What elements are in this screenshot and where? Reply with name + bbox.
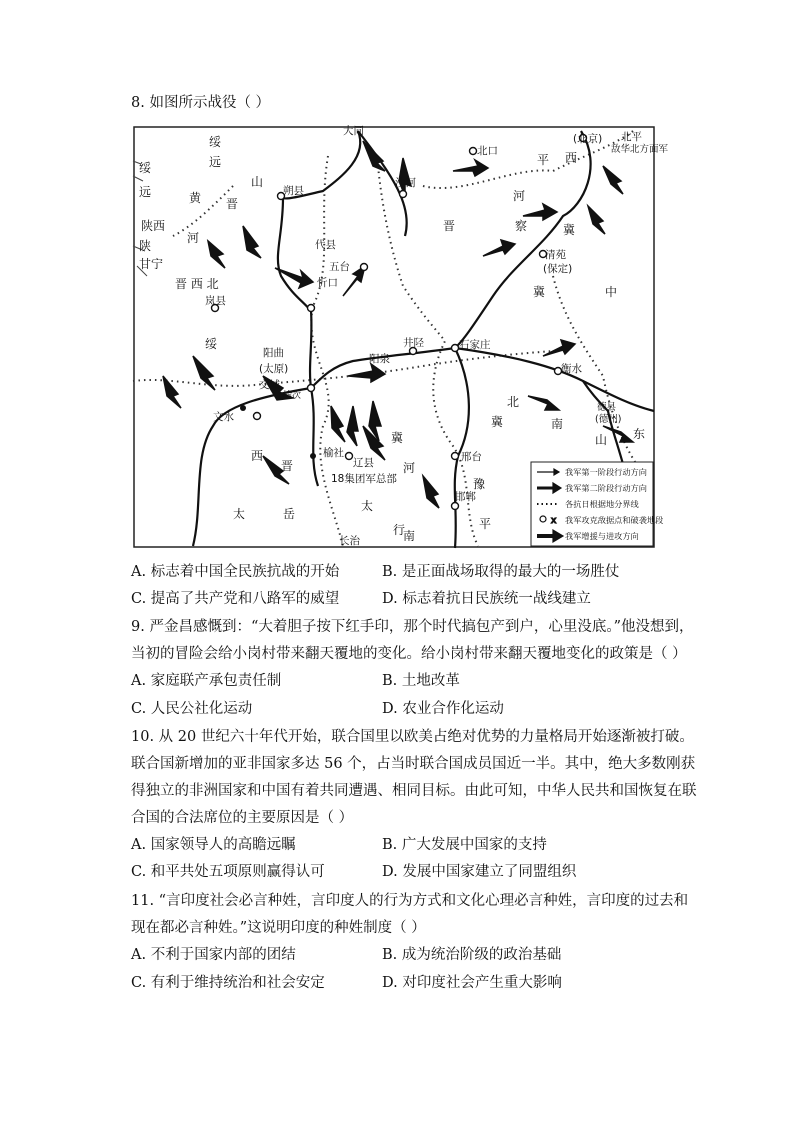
label-datong: 大同: [343, 125, 364, 137]
label-daixian: 代县: [315, 239, 336, 251]
q10-option-c: C. 和平共处五项原则赢得认可: [131, 864, 325, 880]
q8-option-b: B. 是正面战场取得的最大的一场胜仗: [382, 564, 620, 580]
label-ji3: 冀: [491, 415, 504, 429]
q9-option-c: C. 人民公社化运动: [131, 701, 253, 717]
label-changzhi: 长治: [339, 535, 360, 547]
label-lanxian: 岚县: [205, 295, 226, 307]
label-beikou: 北口: [477, 145, 498, 157]
label-wutai: 五台: [329, 261, 350, 273]
label-sui2: 绥: [139, 161, 152, 175]
q11-option-a: A. 不利于国家内部的团结: [131, 947, 296, 963]
label-huang: 黄: [189, 191, 202, 205]
label-he: 河: [187, 231, 200, 245]
q11-option-c: C. 有利于维持统治和社会安定: [131, 975, 325, 991]
label-shaanxi: 陕西: [141, 219, 166, 233]
label-beiping: 北平: [621, 131, 642, 143]
label-jinglu: 井陉: [403, 337, 424, 349]
label-xingtai: 邢台: [461, 451, 482, 463]
label-yangqu: 阳曲: [263, 347, 284, 359]
question-8-stem: 8. 如图所示战役（ ）: [131, 95, 271, 111]
label-jinxibei: 晋 西 北: [175, 277, 219, 291]
label-nan: 南: [403, 529, 416, 543]
label-xi: 西: [251, 449, 264, 463]
label-dong: 东: [633, 427, 646, 441]
q11-option-d: D. 对印度社会产生重大影响: [382, 975, 562, 991]
q8-option-a: A. 标志着中国全民族抗战的开始: [131, 564, 340, 580]
label-bei: 北: [507, 395, 520, 409]
question-11-stem: 11. “言印度社会必言种姓，言印度人的行为方式和文化心理必言种姓，言印度的过去和现在都必言种姓。”这说明印度的种姓制度（ ）: [131, 893, 689, 936]
battle-map: [133, 125, 669, 548]
label-shan2: 山: [595, 433, 608, 447]
label-hengshui: 衡水: [561, 363, 582, 375]
label-ping: 平: [479, 517, 492, 531]
label-yangquan: 阳泉: [369, 353, 390, 365]
label-yu: 豫: [473, 477, 486, 491]
question-10-stem: 10. 从 20 世纪六十年代开始，联合国里以欧美占绝对优势的力量格局开始逐渐被打破。联合国新增加的亚非国家多达 56 个，占当时联合国成员国近一半。其中，绝大多数刚获得独立的非洲国家和中国有着共同遭遇、相同目标。由此可知，中华人民共和国恢复在联合国的合法席位的主要原因是（ ）: [131, 729, 697, 826]
label-liaoxian: 辽县: [353, 457, 374, 469]
label-ji1: 冀: [563, 223, 576, 237]
label-enemy-hq: 敌华北方面军: [611, 144, 669, 155]
label-he3: 河: [513, 189, 526, 203]
q11-option-b: B. 成为统治阶级的政治基础: [382, 947, 562, 963]
label-yuci: 榆次: [283, 391, 302, 401]
q8-option-d: D. 标志着抗日民族统一战线建立: [382, 591, 591, 607]
q9-option-b: B. 土地改革: [382, 673, 460, 689]
q10-option-d: D. 发展中国家建立了同盟组织: [382, 864, 577, 880]
label-baoding: (保定): [543, 263, 573, 275]
label-ping2: 平: [537, 153, 550, 167]
label-hq18: 18集团军总部: [331, 473, 397, 485]
label-wenshui: 文水: [213, 411, 234, 423]
label-dezhou-alt: (德州): [595, 414, 622, 425]
label-yuan2: 远: [139, 185, 152, 199]
svg-text:x: x: [551, 516, 557, 526]
label-sui3: 绥: [205, 337, 218, 351]
label-xi2: 西: [565, 151, 578, 165]
label-shuoxian: 朔县: [283, 185, 304, 197]
label-ji-yu: 冀: [391, 431, 404, 445]
label-taihang-1: 太: [361, 499, 374, 513]
label-shan: 山: [251, 175, 264, 189]
q10-option-b: B. 广大发展中国家的支持: [382, 837, 547, 853]
label-taiyuan: (太原): [259, 363, 289, 375]
legend-boundary: 各抗日根据地分界线: [565, 499, 639, 509]
legend-phase1: 我军第一阶段行动方向: [565, 467, 647, 477]
label-ganning: 甘宁: [139, 257, 164, 271]
q8-option-c: C. 提高了共产党和八路军的威望: [131, 591, 340, 607]
label-xinkou: 忻口: [317, 277, 338, 289]
label-qingyuan: 清苑: [545, 249, 566, 261]
question-9-stem: 9. 严金昌感慨到：“大着胆子按下红手印，那个时代搞包产到户，心里没底。”他没想到，当初的冒险会给小岗村带来翻天覆地的变化。给小岗村带来翻天覆地变化的政策是（ ）: [131, 619, 694, 662]
map-legend: [531, 462, 663, 546]
label-zhong: 中: [605, 285, 618, 299]
label-cha: 察: [515, 219, 528, 233]
legend-phase2: 我军第二阶段行动方向: [565, 483, 647, 493]
label-he2: 河: [403, 461, 416, 475]
label-ji2: 冀: [533, 285, 546, 299]
legend-reinforce: 我军增援与进攻方向: [565, 531, 639, 541]
label-beijing: (北京): [573, 133, 603, 145]
label-jin: 晋: [226, 197, 239, 211]
label-yue: 岳: [283, 507, 296, 521]
label-shaan: 陕: [139, 239, 152, 253]
label-shijiazhuang: 石家庄: [459, 339, 491, 351]
q9-option-d: D. 农业合作化运动: [382, 701, 504, 717]
legend-captured: 我军攻克敌据点和破袭地段: [565, 515, 664, 525]
label-yuan: 远: [209, 155, 222, 169]
label-shahe: 沙河: [395, 177, 416, 189]
label-jin-south: 晋: [281, 459, 294, 473]
q10-option-a: A. 国家领导人的高瞻远瞩: [131, 837, 296, 853]
label-tai: 太: [233, 507, 246, 521]
label-sui: 绥: [209, 135, 222, 149]
label-handan: 邯郸: [455, 491, 476, 503]
label-yushe: 榆社: [323, 447, 344, 459]
label-nan2: 南: [551, 417, 564, 431]
q9-option-a: A. 家庭联产承包责任制: [131, 673, 282, 689]
label-jin-cha: 晋: [443, 219, 456, 233]
label-jiaocheng: 交城: [259, 379, 280, 391]
label-dezhou: 德县: [597, 402, 617, 413]
label-taihang-2: 行: [393, 523, 406, 537]
